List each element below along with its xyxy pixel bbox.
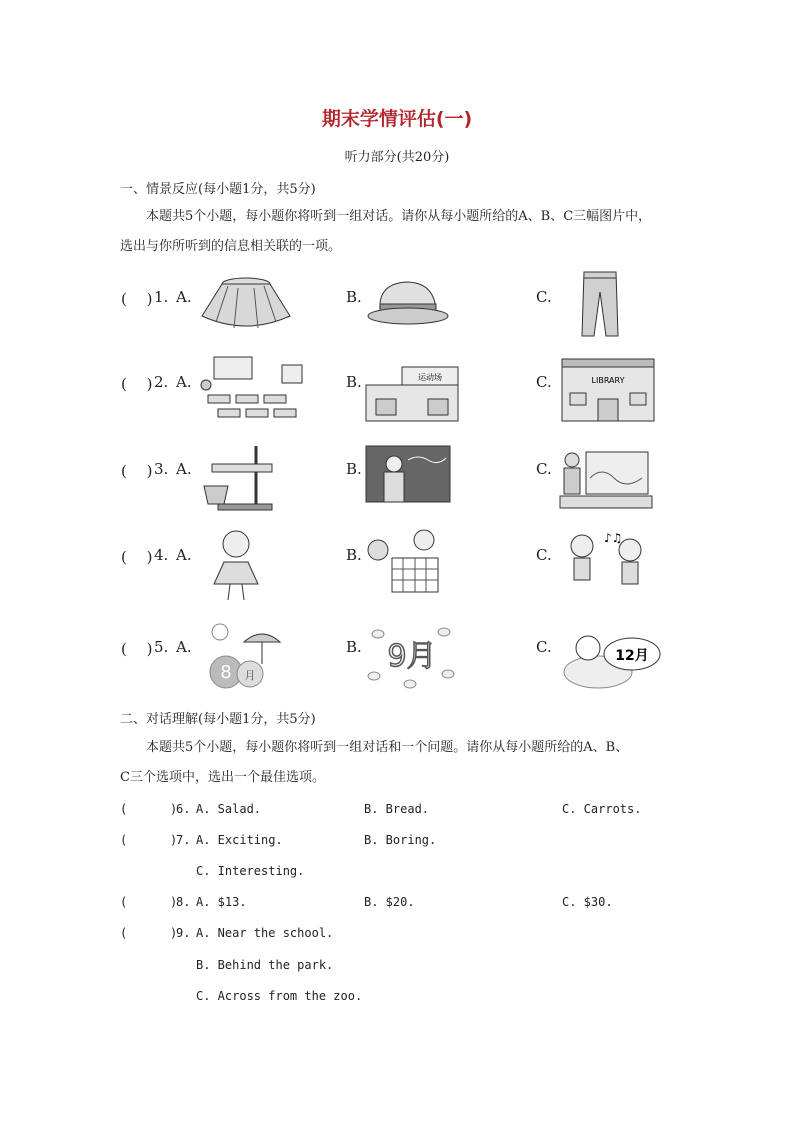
option-b-label: B.	[346, 373, 362, 391]
question-number: 2.	[154, 373, 169, 391]
stadium-picture[interactable]	[362, 355, 462, 425]
question-number: 4.	[154, 546, 169, 564]
answer-paren[interactable]: ( )	[121, 375, 153, 393]
answer-paren-close[interactable]: )	[170, 895, 178, 909]
option-c: C. Interesting.	[196, 864, 305, 878]
option-a: A. Salad.	[196, 802, 262, 816]
option-b: B. Bread.	[364, 802, 430, 816]
question-number: 5.	[154, 638, 169, 656]
question-number: 7.	[176, 833, 191, 847]
option-b: B. Behind the park.	[196, 958, 334, 972]
answer-paren[interactable]: ( )	[121, 290, 153, 308]
option-c: C. Across from the zoo.	[196, 989, 363, 1003]
question-8	[120, 895, 680, 913]
question-2	[118, 355, 688, 425]
option-c: C. Carrots.	[562, 802, 642, 816]
answer-paren[interactable]: ( )	[121, 548, 153, 566]
question-number: 6.	[176, 802, 191, 816]
option-b: B. $20.	[364, 895, 415, 909]
option-b-label: B.	[346, 546, 362, 564]
option-c: C. $30.	[562, 895, 613, 909]
science-lab-picture[interactable]	[198, 442, 294, 512]
september-picture[interactable]	[364, 620, 460, 690]
august-number: 8	[220, 662, 232, 683]
option-c-label: C.	[536, 373, 552, 391]
december-picture[interactable]	[558, 620, 670, 690]
section2-instruction-2: C三个选项中，选出一个最佳选项。	[120, 770, 325, 785]
question-number: 8.	[176, 895, 191, 909]
question-number: 3.	[154, 460, 169, 478]
section1-instruction-2: 选出与你所听到的信息相关联的一项。	[120, 239, 342, 254]
question-3	[118, 442, 688, 512]
question-1	[118, 270, 688, 340]
option-a-label: A.	[176, 546, 192, 564]
playing-chess-picture[interactable]	[364, 528, 460, 598]
math-teacher-picture[interactable]	[364, 442, 460, 512]
option-a-label: A.	[176, 288, 192, 306]
music-note-icon: ♪♫	[604, 531, 623, 545]
library-label: LIBRARY	[591, 376, 625, 385]
question-6	[120, 802, 680, 820]
answer-paren-close[interactable]: )	[170, 833, 178, 847]
answer-paren[interactable]: ( )	[121, 462, 153, 480]
option-c-label: C.	[536, 546, 552, 564]
august-unit: 月	[244, 669, 256, 682]
option-b-label: B.	[346, 638, 362, 656]
question-5	[118, 620, 688, 690]
option-a-label: A.	[176, 460, 192, 478]
classroom-picture[interactable]	[198, 355, 294, 425]
option-b: B. Boring.	[364, 833, 437, 847]
answer-paren-open[interactable]: (	[120, 833, 128, 847]
question-9	[120, 926, 680, 1006]
stadium-label: 运动场	[418, 373, 442, 382]
september-label: 9月	[387, 639, 437, 674]
answer-paren[interactable]: ( )	[121, 640, 153, 658]
answer-paren-open[interactable]: (	[120, 926, 128, 940]
section2-heading: 二、对话理解(每小题1分，共5分)	[120, 712, 316, 727]
option-b-label: B.	[346, 288, 362, 306]
question-number: 1.	[154, 288, 169, 306]
library-picture[interactable]	[558, 355, 658, 425]
answer-paren-close[interactable]: )	[170, 926, 178, 940]
singing-girls-picture[interactable]	[558, 528, 658, 598]
option-b-label: B.	[346, 460, 362, 478]
dancing-girl-picture[interactable]	[198, 528, 294, 598]
option-a-label: A.	[176, 373, 192, 391]
answer-paren-open[interactable]: (	[120, 802, 128, 816]
december-label: 12月	[615, 648, 649, 664]
art-class-picture[interactable]	[558, 442, 654, 512]
answer-paren-open[interactable]: (	[120, 895, 128, 909]
option-c-label: C.	[536, 638, 552, 656]
option-a: A. Exciting.	[196, 833, 283, 847]
option-c-label: C.	[536, 460, 552, 478]
answer-paren-close[interactable]: )	[170, 802, 178, 816]
question-7	[120, 833, 680, 883]
question-number: 9.	[176, 926, 191, 940]
option-c-label: C.	[536, 288, 552, 306]
section1-instruction-1: 本题共5个小题，每小题你将听到一组对话。请你从每小题所给的A、B、C三幅图片中，	[146, 209, 652, 224]
option-a: A. $13.	[196, 895, 247, 909]
skirt-picture[interactable]	[198, 270, 294, 340]
august-picture[interactable]	[200, 620, 296, 690]
page-title: 期末学情评估(一)	[321, 108, 473, 130]
option-a-label: A.	[176, 638, 192, 656]
question-4	[118, 528, 688, 598]
trousers-picture[interactable]	[554, 270, 650, 340]
option-a: A. Near the school.	[196, 926, 334, 940]
hat-picture[interactable]	[362, 270, 458, 340]
page-subtitle: 听力部分(共20分)	[344, 150, 450, 165]
section2-instruction-1: 本题共5个小题，每小题你将听到一组对话和一个问题。请你从每小题所给的A、B、	[146, 740, 629, 755]
section1-heading: 一、情景反应(每小题1分，共5分)	[120, 182, 316, 197]
